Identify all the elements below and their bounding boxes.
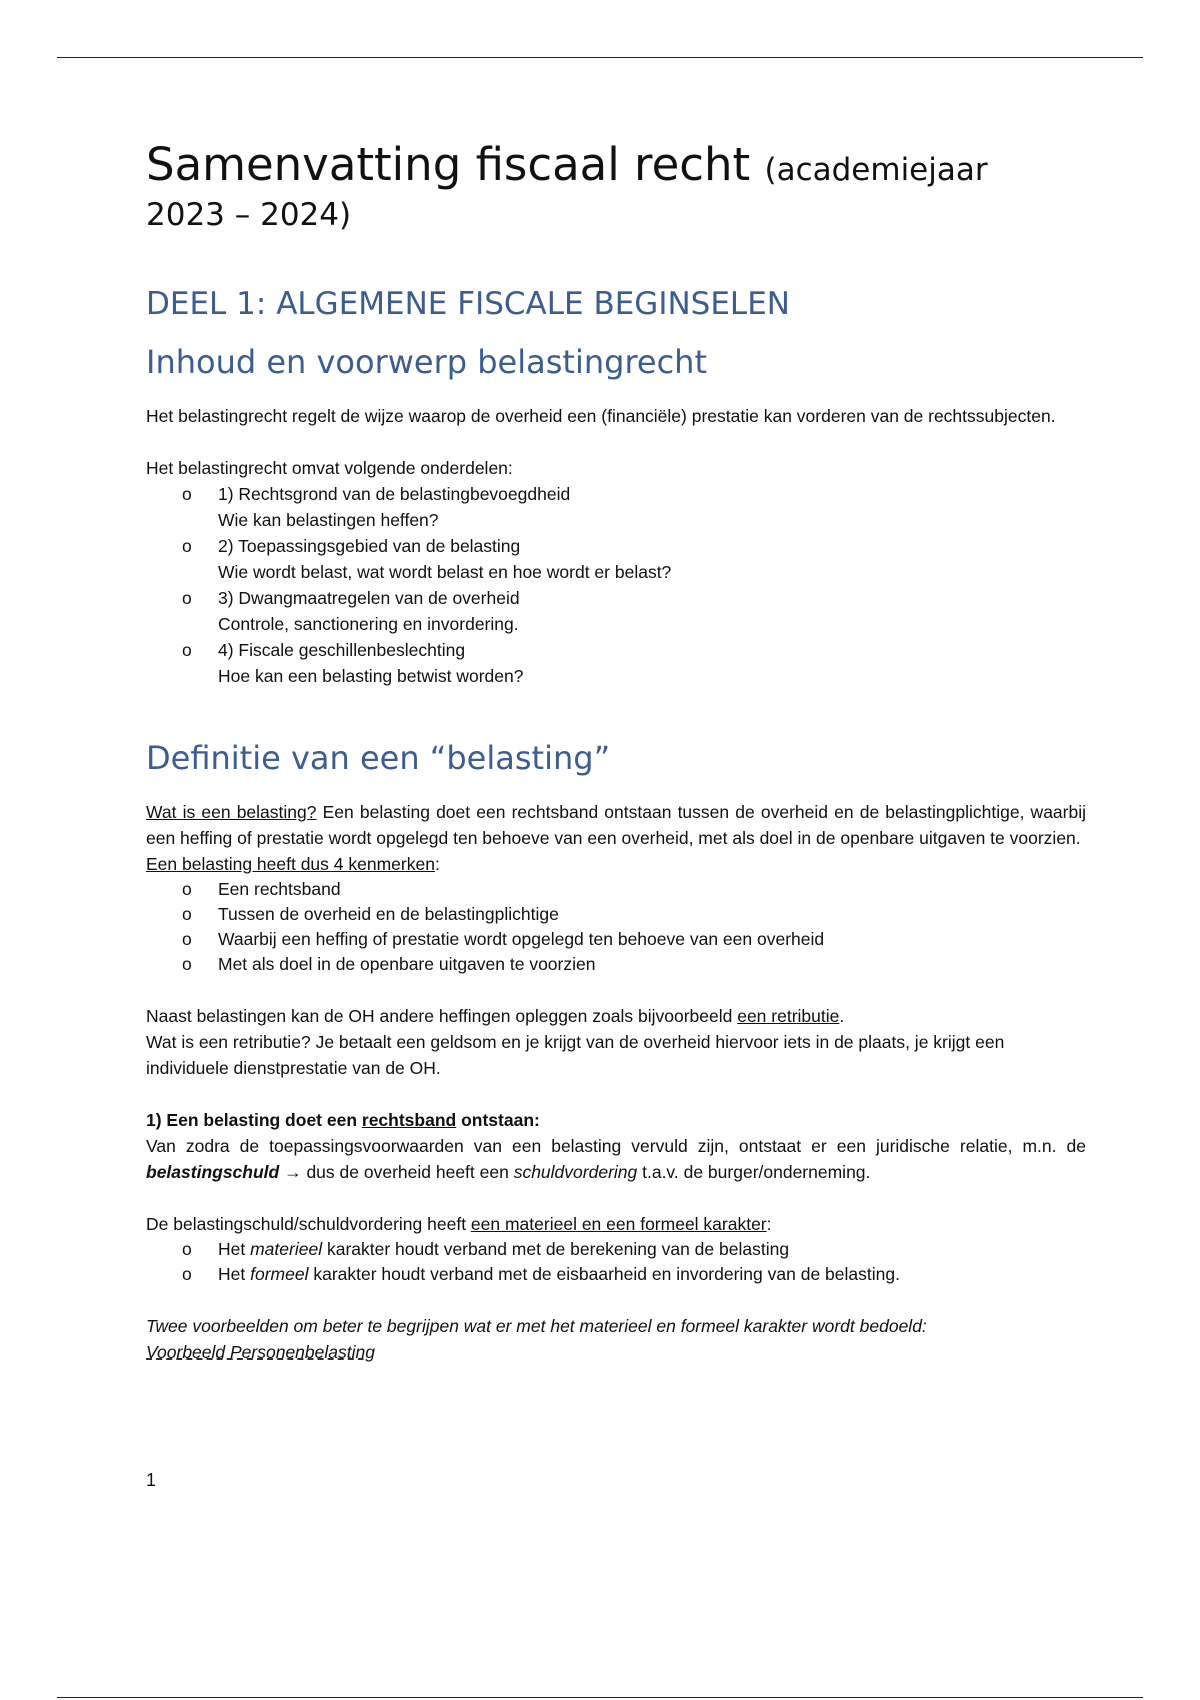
retributie-intro: Naast belastingen kan de OH andere heffingen opleggen zoals bijvoorbeeld een retributie. bbox=[146, 1006, 845, 1026]
section-heading-definitie: Definitie van een “belasting” bbox=[146, 739, 611, 777]
bottom-rule bbox=[57, 1697, 1143, 1698]
intro-paragraph: Het belastingrecht regelt de wijze waarop de overheid een (financiële) prestatie kan vorderen van de rechtssubjecten. bbox=[146, 406, 1056, 426]
subheading-rechtsband: 1) Een belasting doet een rechtsband ontstaan: bbox=[146, 1110, 540, 1130]
retributie-explanation: Wat is een retributie? Je betaalt een geldsom en je krijgt van de overheid hiervoor iets in de plaats, je krijgt een individuele dienstprestatie van de OH. bbox=[146, 1032, 1005, 1078]
section-heading-inhoud: Inhoud en voorwerp belastingrecht bbox=[146, 343, 707, 381]
list-item: o Met als doel in de openbare uitgaven te voorzien bbox=[218, 952, 1086, 977]
title-year: 2023 – 2024) bbox=[146, 197, 352, 233]
list-item: o Tussen de overheid en de belastingplichtige bbox=[218, 902, 1086, 927]
page-content bbox=[146, 140, 1086, 1365]
retributie-term: een retributie bbox=[737, 1006, 840, 1026]
title-main: Samenvatting fiscaal recht bbox=[146, 138, 751, 191]
onderdelen-list bbox=[146, 481, 1086, 689]
rechtsband-paragraph: Van zodra de toepassingsvoorwaarden van een belasting vervuld zijn, ontstaat er een juridische relatie, m.n. de belastingschuld → dus de overheid heeft een schuldvordering t.a.v. de burger/onderneming. bbox=[146, 1136, 1086, 1182]
top-rule bbox=[57, 57, 1143, 58]
definition-paragraph: Wat is een belasting? Een belasting doet een rechtsband ontstaan tussen de overheid en de belastingplichtige, waarbij een heffing of prestatie wordt opgelegd ten behoeve van een overheid, met als doel in de openbare uitgaven te voorzien. bbox=[146, 802, 1086, 848]
page-number: 1 bbox=[146, 1470, 157, 1490]
title-suffix: (academiejaar bbox=[764, 152, 988, 188]
list-item: o 2) Toepassingsgebied van de belasting Wie wordt belast, wat wordt belast en hoe wordt er belast? bbox=[218, 533, 1086, 585]
list-intro: Het belastingrecht omvat volgende onderdelen: bbox=[146, 458, 513, 478]
kenmerken-list bbox=[146, 877, 1086, 977]
definition-question: Wat is een belasting? bbox=[146, 802, 317, 822]
document-title bbox=[146, 140, 1086, 235]
list-item: o 1) Rechtsgrond van de belastingbevoegdheid Wie kan belastingen heffen? bbox=[218, 481, 1086, 533]
list-item: o Het materieel karakter houdt verband met de berekening van de belasting bbox=[218, 1237, 1086, 1262]
list-item: o Een rechtsband bbox=[218, 877, 1086, 902]
list-item: o 3) Dwangmaatregelen van de overheid Controle, sanctionering en invordering. bbox=[218, 585, 1086, 637]
deel-heading: DEEL 1: ALGEMENE FISCALE BEGINSELEN bbox=[146, 286, 790, 322]
kenmerken-intro: Een belasting heeft dus 4 kenmerken: bbox=[146, 854, 440, 874]
karakter-intro: De belastingschuld/schuldvordering heeft een materieel en een formeel karakter: bbox=[146, 1214, 772, 1234]
list-item: o 4) Fiscale geschillenbeslechting Hoe kan een belasting betwist worden? bbox=[218, 637, 1086, 689]
list-item: o Het formeel karakter houdt verband met de eisbaarheid en invordering van de belasting. bbox=[218, 1262, 1086, 1287]
voorbeeld-personenbelasting: Voorbeeld Personenbelasting bbox=[146, 1342, 375, 1362]
karakter-list bbox=[146, 1237, 1086, 1287]
list-item: o Waarbij een heffing of prestatie wordt opgelegd ten behoeve van een overheid bbox=[218, 927, 1086, 952]
voorbeelden-intro: Twee voorbeelden om beter te begrijpen wat er met het materieel en formeel karakter wordt bedoeld: bbox=[146, 1316, 927, 1336]
